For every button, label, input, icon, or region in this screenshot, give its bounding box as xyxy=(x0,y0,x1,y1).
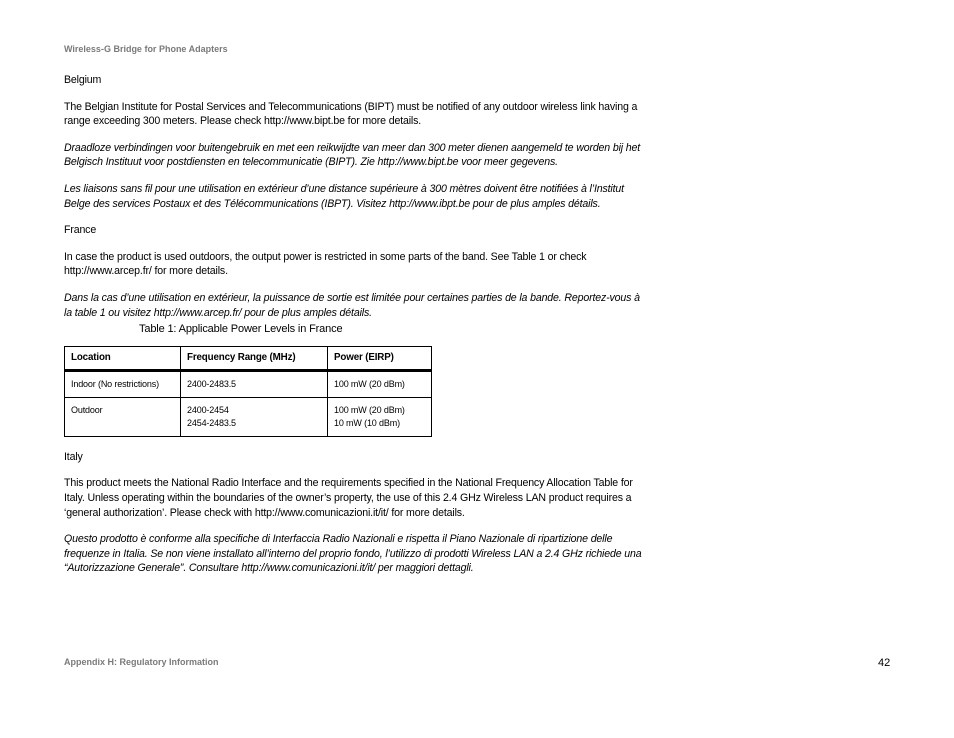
cell-frequency xyxy=(181,397,328,436)
column-header-frequency: Frequency Range (MHz) xyxy=(181,346,328,370)
page-number: 42 xyxy=(878,657,891,669)
italy-heading: Italy xyxy=(64,450,83,463)
page-content xyxy=(64,73,644,588)
france-french-paragraph: Dans la cas d’une utilisation en extérieur, la puissance de sortie est limitée pour certaines parties de la bande. Reportez-vous à la table 1 ou visitez http://www.arcep.fr/ pour de plus amples détails. xyxy=(64,291,640,319)
cell-power xyxy=(328,397,432,436)
column-header-location: Location xyxy=(65,346,181,370)
running-footer-section: Appendix H: Regulatory Information xyxy=(64,657,219,667)
table-row xyxy=(65,397,432,436)
table-row xyxy=(65,370,432,397)
belgium-english-paragraph: The Belgian Institute for Postal Services and Telecommunications (BIPT) must be notified of any outdoor wireless link having a range exceeding 300 meters. Please check http://www.bipt.be for more details. xyxy=(64,100,638,128)
column-header-power: Power (EIRP) xyxy=(328,346,432,370)
table-caption: Table 1: Applicable Power Levels in France xyxy=(139,323,343,336)
cell-power xyxy=(328,370,432,397)
cell-frequency xyxy=(181,370,328,397)
belgium-french-paragraph: Les liaisons sans fil pour une utilisation en extérieur d’une distance supérieure à 300 mètres doivent être notifiées à l’Institut Belge des services Postaux et des Télécommunications (IBPT). Visitez http://www.ibpt.be pour de plus amples détails. xyxy=(64,182,624,210)
cell-text: Outdoor xyxy=(71,404,103,415)
italy-italian-paragraph: Questo prodotto è conforme alla specifiche di Interfaccia Radio Nazionali e rispetta il Piano Nazionale di ripartizione delle frequenze in Italia. Se non viene installato all’interno del proprio fondo, l’utilizzo di prodotti Wireless LAN a 2.4 GHz richiede una “Autorizzazione Generale”. Consultare http://www.comunicazioni.it/it/ per maggiori dettagli. xyxy=(64,533,642,575)
running-header: Wireless-G Bridge for Phone Adapters xyxy=(64,44,228,54)
italy-english-paragraph: This product meets the National Radio Interface and the requirements specified in the National Frequency Allocation Table for Italy. Unless operating within the boundaries of the owner’s property, the use of this 2.4 GHz Wireless LAN product requires a ‘general authorization’. Please check with http://www.comunicazioni.it/it/ for more details. xyxy=(64,477,633,519)
cell-text: 10 mW (10 dBm) xyxy=(334,417,400,428)
cell-location xyxy=(65,397,181,436)
france-heading: France xyxy=(64,224,97,237)
belgium-dutch-paragraph: Draadloze verbindingen voor buitengebruik en met een reikwijdte van meer dan 300 meter dienen aangemeld te worden bij het Belgisch Instituut voor postdiensten en telecommunicatie (BIPT). Zie http://www.bipt.be voor meer gegevens. xyxy=(64,141,641,169)
cell-text: 100 mW (20 dBm) xyxy=(334,404,405,415)
cell-text: 100 mW (20 dBm) xyxy=(334,378,405,389)
belgium-heading: Belgium xyxy=(64,74,102,86)
france-english-paragraph: In case the product is used outdoors, the output power is restricted in some parts of the band. See Table 1 or check http://www.arcep.fr/ for more details. xyxy=(64,250,587,278)
cell-location xyxy=(65,370,181,397)
cell-text: 2454-2483.5 xyxy=(187,417,236,428)
power-levels-table xyxy=(64,346,432,437)
table-header-row xyxy=(65,346,432,370)
cell-text: 2400-2454 xyxy=(187,404,229,415)
cell-text: 2400-2483.5 xyxy=(187,378,236,389)
cell-text: Indoor (No restrictions) xyxy=(71,378,159,389)
